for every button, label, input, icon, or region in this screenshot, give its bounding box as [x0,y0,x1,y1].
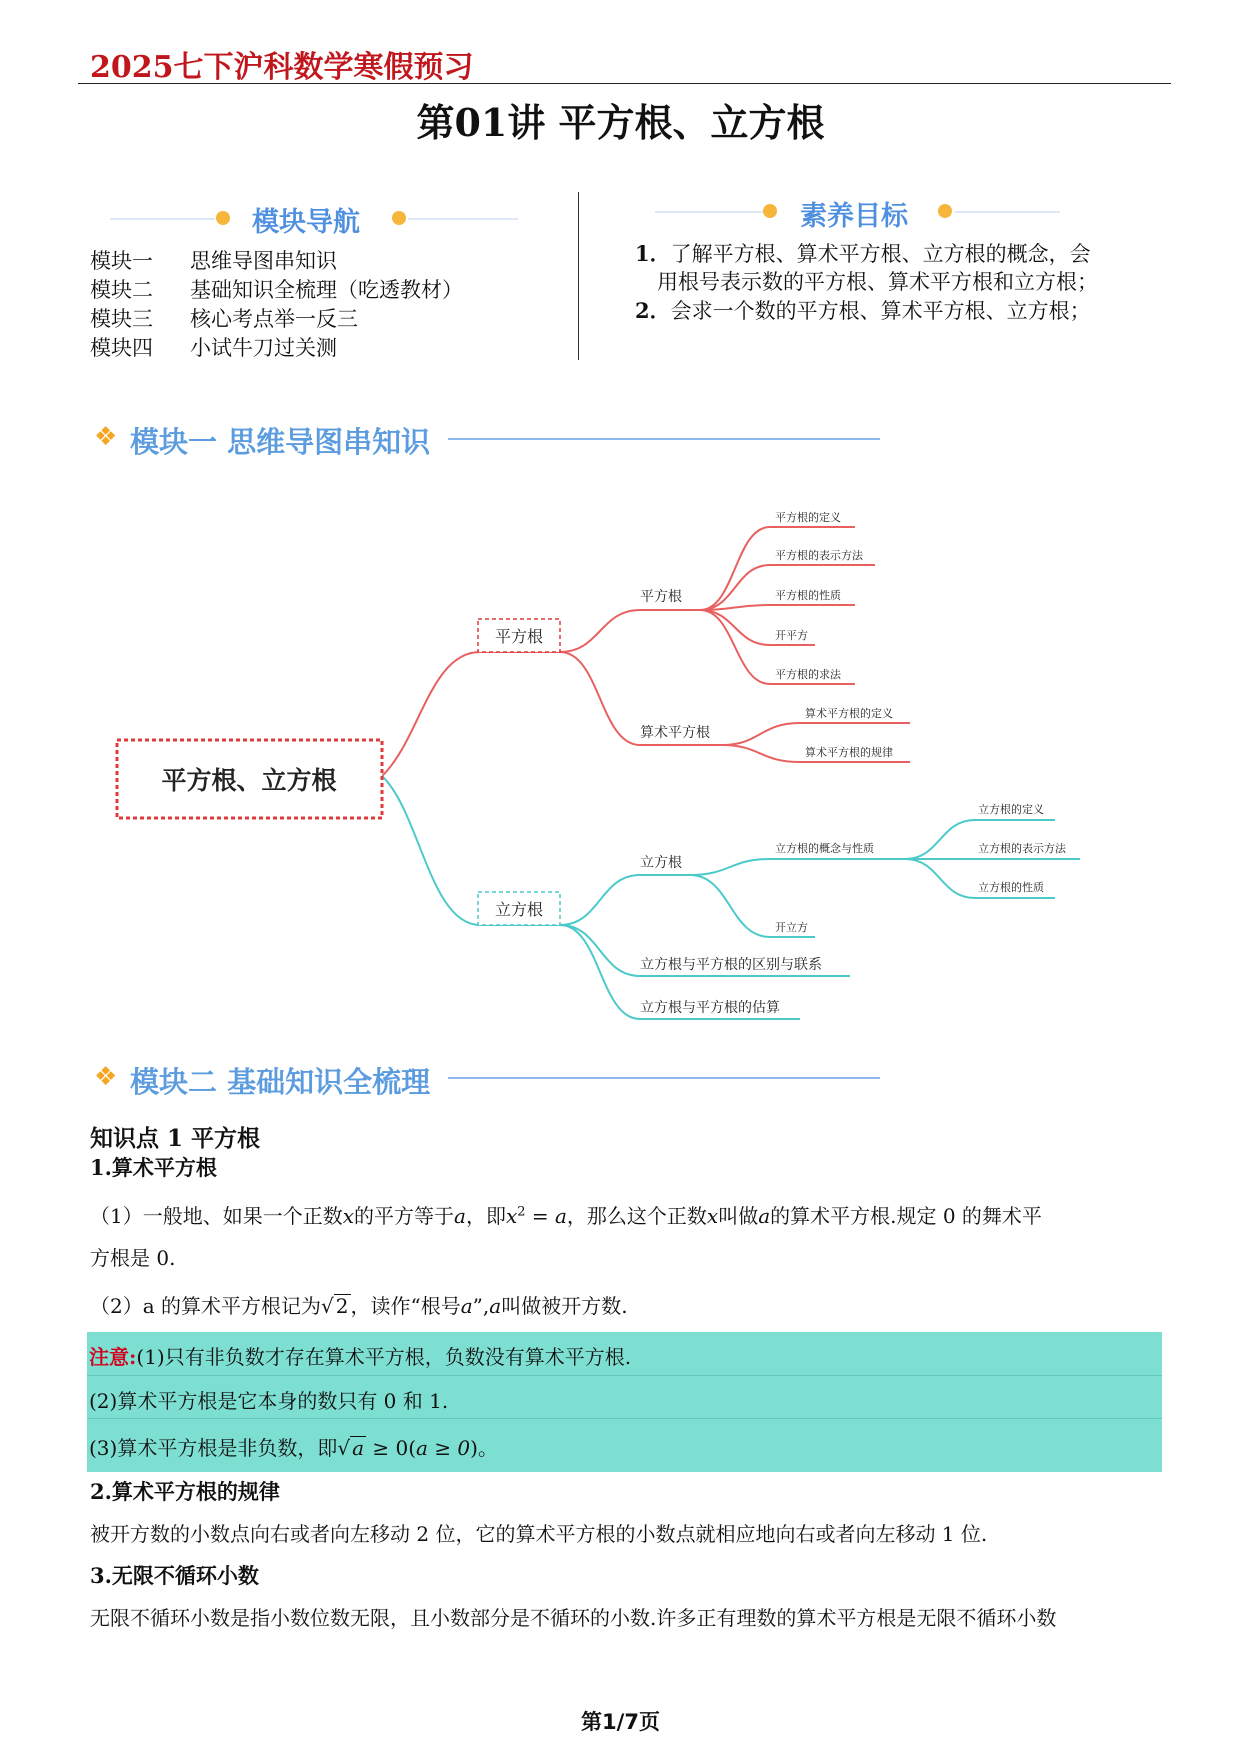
arith-node-label: 算术平方根 [640,725,710,741]
note-line-1: 注意:(1)只有非负数才存在算术平方根，负数没有算术平方根. [89,1345,632,1369]
nav-deco-line-right [408,218,518,220]
goals-heading: 素养目标 [800,201,908,232]
goals-deco-line-left [655,211,765,213]
sq-node-label: 平方根 [640,589,682,605]
arith-leaf-1: 算术平方根的定义 [805,707,893,720]
goal-item-1: 1．了解平方根、算术平方根、立方根的概念，会 用根号表示数的平方根、算术平方根和立方根； [635,241,1098,294]
nav-item-2: 模块二 基础知识全梳理（吃透教材） [90,278,463,302]
module2-title: 模块二 基础知识全梳理 [130,1065,431,1099]
kp1-p1-line2: 方根是 0. [90,1246,176,1270]
diamond-arrow-icon: ❖ [94,1062,118,1092]
column-divider [578,192,579,360]
edge-arith-leaf-1 [722,723,910,745]
note-separator [87,1418,1162,1419]
goal-item-2: 2．会求一个数的平方根、算术平方根、立方根； [635,298,1091,323]
cube-concept-label: 立方根的概念与性质 [775,842,874,855]
edge-sq-sqnode [560,610,700,652]
goals-dot-right [938,204,952,218]
kp1-s1-title: 1.算术平方根 [90,1155,217,1180]
note-box [87,1332,1162,1472]
document-header-title: 2025七下沪科数学寒假预习 [90,50,474,85]
sq-leaf-4: 开平方 [775,629,808,642]
kp1-s3-title: 3.无限不循环小数 [90,1563,259,1588]
diff-label: 立方根与平方根的区别与联系 [640,957,822,973]
module2-rule [448,1077,880,1079]
cube-open-label: 开立方 [775,921,808,934]
page-number: 第1/7页 [581,1710,660,1734]
nav-dot-left [216,211,230,225]
cube-leaf-3: 立方根的性质 [978,881,1044,894]
kp1-s2-title: 2.算术平方根的规律 [90,1479,280,1504]
edge-cube-concept [690,859,905,875]
nav-dot-right [392,211,406,225]
note-line-2: (2)算术平方根是它本身的数只有 0 和 1. [89,1389,449,1413]
header-rule [78,83,1171,84]
kp1-p1-line1: （1）一般地、如果一个正数x的平方等于a，即$x^2 = a$，那么这个正数x叫做a的算术平方根.规定 0 的舞术平 [90,1204,1042,1228]
edge-root-sq [382,652,560,776]
kp1-p2: （2）a 的算术平方根记为√ 2 ，读作“根号a”,a叫做被开方数. [90,1294,628,1318]
module1-title: 模块一 思维导图串知识 [130,425,431,459]
mind-map [0,490,1241,1030]
note-separator [87,1375,1162,1376]
mind-map-root: 平方根、立方根 [161,766,337,795]
branch-sq-label: 平方根 [494,627,544,646]
cube-node-label: 立方根 [640,855,682,871]
sq-leaf-3: 平方根的性质 [775,589,841,602]
arith-leaf-2: 算术平方根的规律 [805,746,893,759]
nav-heading: 模块导航 [252,207,360,238]
lecture-title: 第01讲 平方根、立方根 [416,100,825,145]
nav-item-3: 模块三 核心考点举一反三 [90,307,358,331]
cube-leaf-1: 立方根的定义 [978,803,1044,816]
module1-rule [448,438,880,440]
sq-leaf-5: 平方根的求法 [775,668,841,681]
nav-item-1: 模块一 思维导图串知识 [90,249,337,273]
note-line-3: (3)算术平方根是非负数，即√ a ≥ 0(a ≥ 0)。 [89,1436,498,1460]
diamond-arrow-icon: ❖ [94,422,118,452]
kp1-s3-text: 无限不循环小数是指小数位数无限，且小数部分是不循环的小数.许多正有理数的算术平方根是无限不循环小数 [90,1606,1057,1630]
estimate-label: 立方根与平方根的估算 [640,1000,780,1016]
goals-dot-left [763,204,777,218]
branch-cube-label: 立方根 [494,900,544,919]
cube-leaf-2: 立方根的表示方法 [978,842,1066,855]
edge-cube-node [560,875,690,925]
sq-leaf-1: 平方根的定义 [775,511,841,524]
sq-leaf-2: 平方根的表示方法 [775,549,863,562]
goals-deco-line-right [955,211,1060,213]
nav-deco-line-left [110,218,215,220]
kp1-s2-text: 被开方数的小数点向右或者向左移动 2 位，它的算术平方根的小数点就相应地向右或者向左移动 1 位. [90,1522,988,1546]
nav-item-4: 模块四 小试牛刀过关测 [90,336,337,360]
kp1-title: 知识点 1 平方根 [90,1125,261,1152]
edge-sq-leaf-3 [700,605,855,610]
